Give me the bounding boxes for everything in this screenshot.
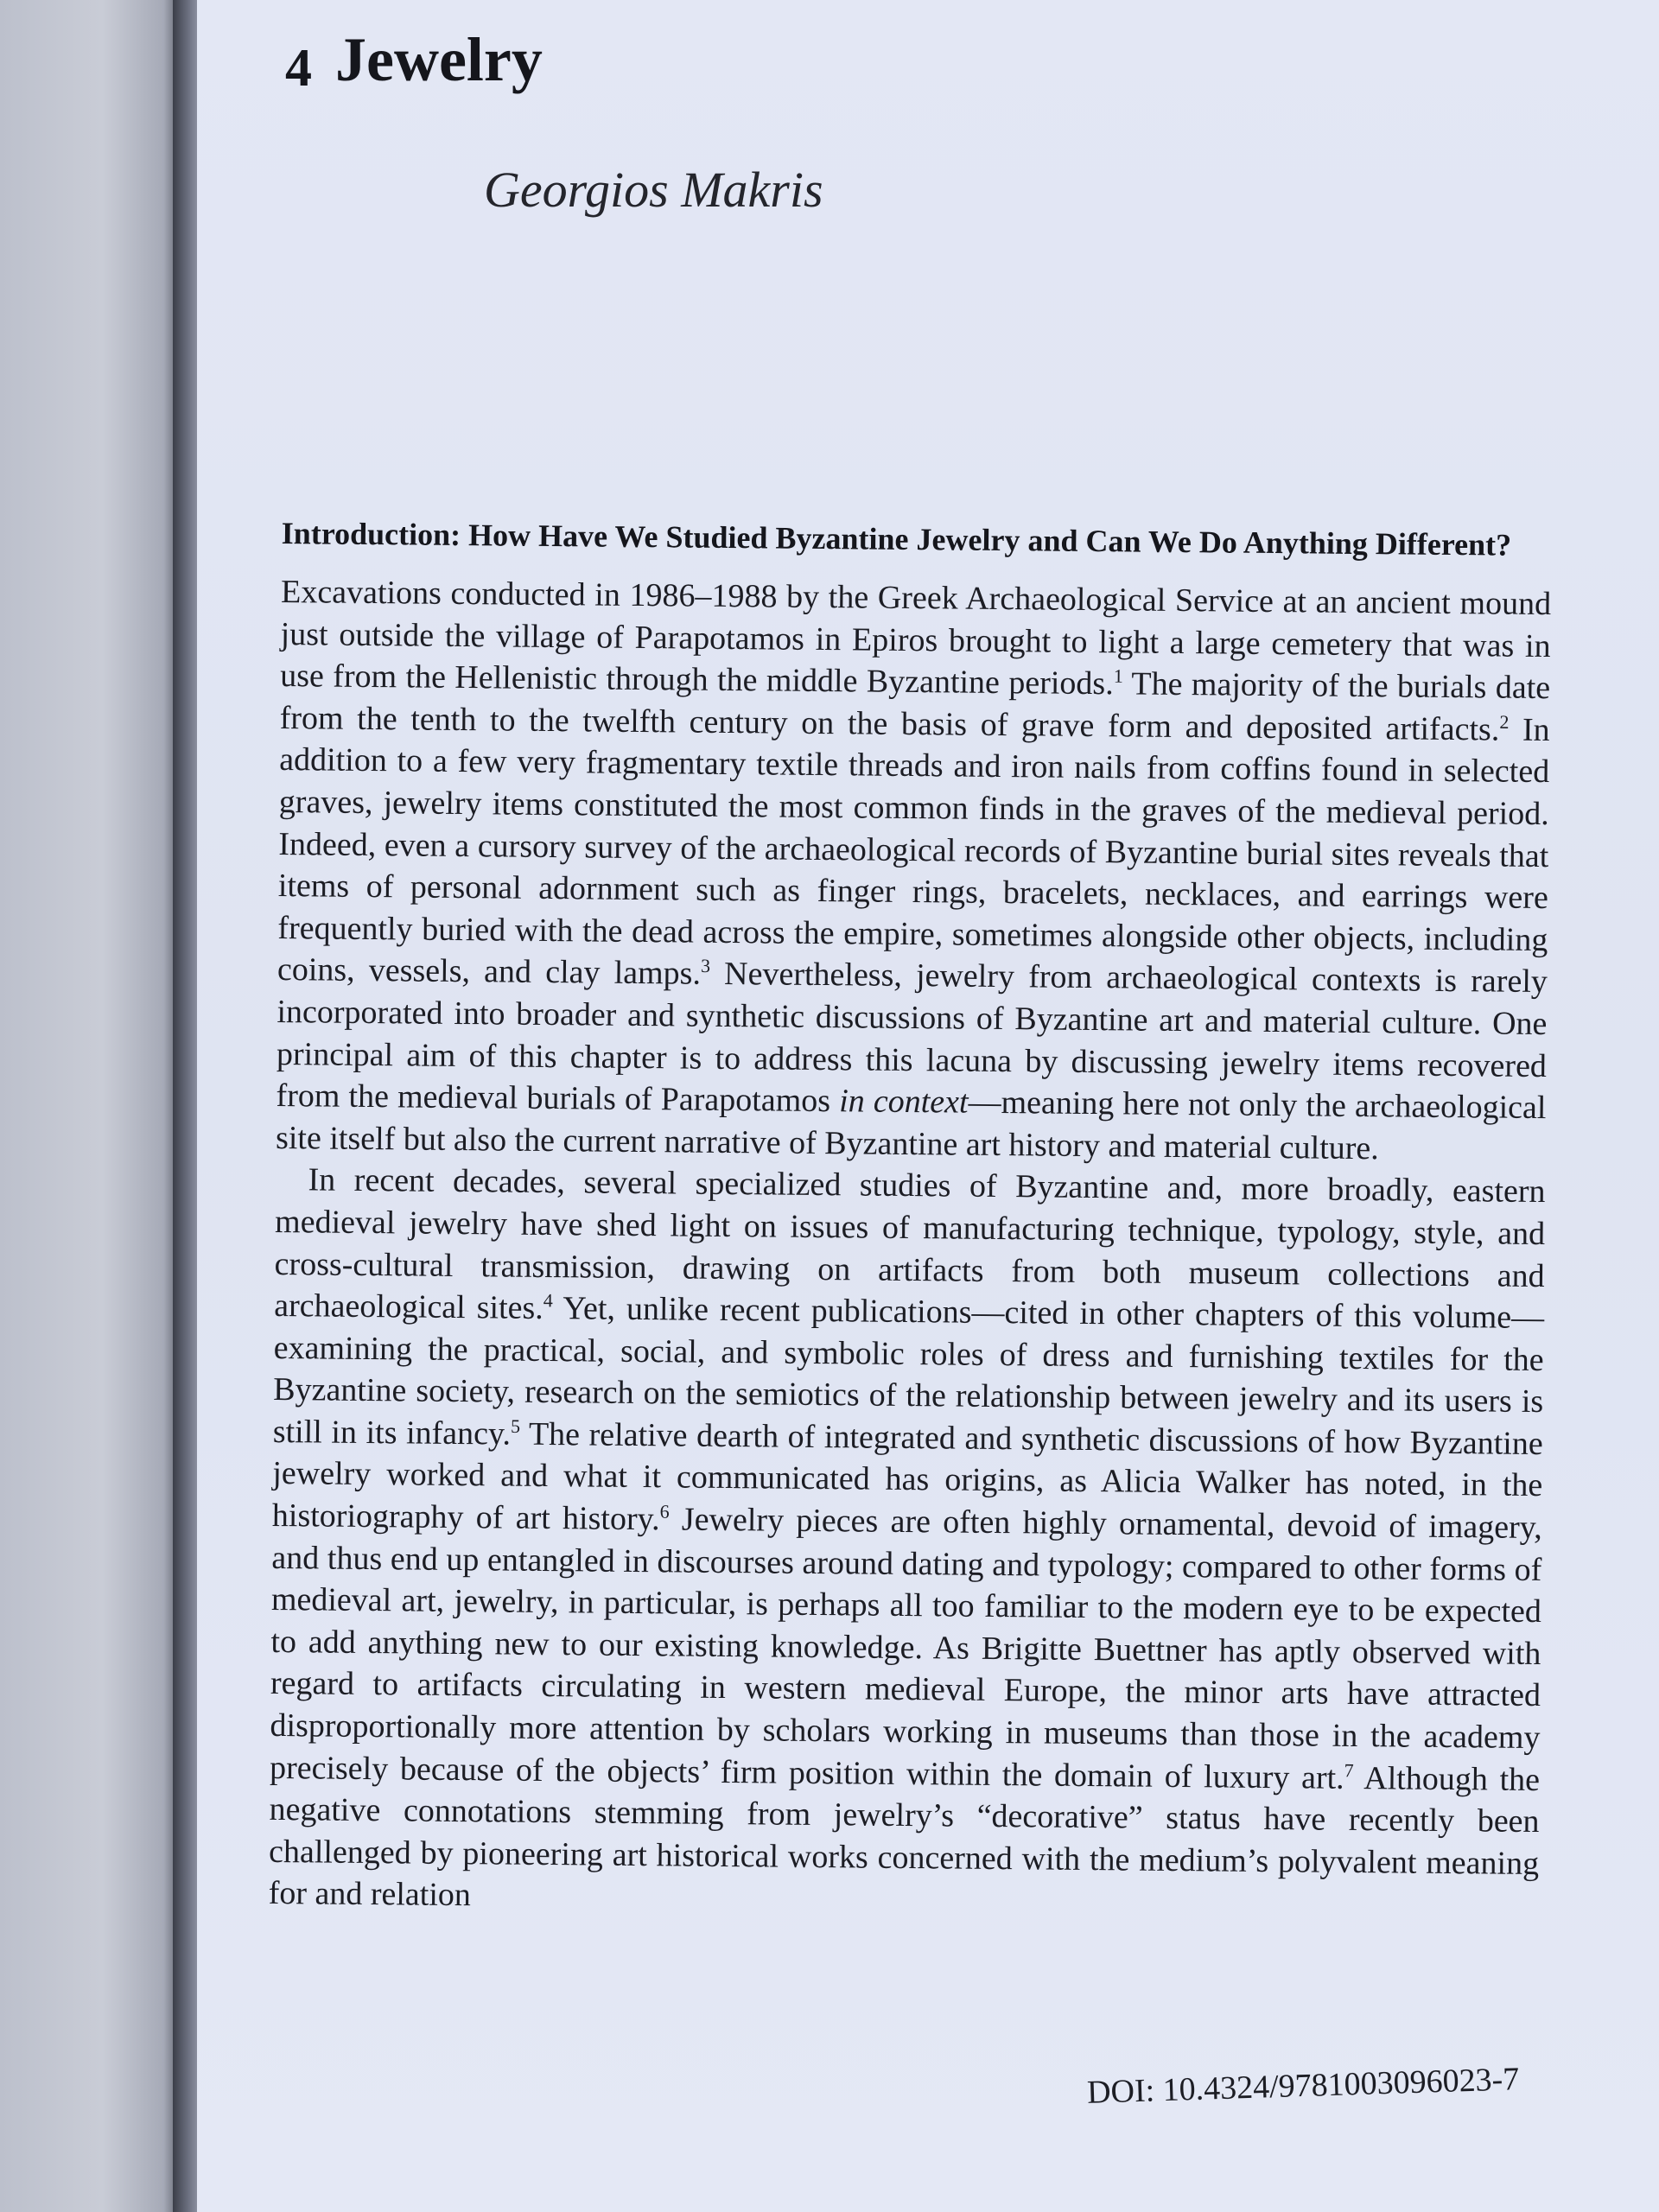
- footnote-ref[interactable]: 6: [659, 1500, 670, 1522]
- show-through-text: [311, 18, 1604, 588]
- footnote-ref[interactable]: 1: [1113, 664, 1123, 687]
- footnote-ref[interactable]: 3: [700, 955, 711, 977]
- footnote-ref[interactable]: 5: [511, 1414, 521, 1437]
- chapter-author: Georgios Makris: [484, 162, 823, 218]
- doi-footer: DOI: 10.4324/9781003096023-7: [1086, 2061, 1520, 2111]
- chapter-title: Jewelry: [335, 25, 543, 94]
- chapter-body: [268, 514, 1551, 1927]
- book-page: [197, 0, 1659, 2212]
- footnote-ref[interactable]: 2: [1499, 710, 1510, 733]
- paragraph-2: In recent decades, several specialized studies of Byzantine and, more broadly, eastern medieval jewelry have shed light on issues of manufacturing technique, typology, style, and cross-cultural transmission, drawing on artifacts from both museum collections and archaeological sites.$^4$ Yet, unlike recent publications—cited in other chapters of this volume—examining the practical, social, and symbolic roles of dress and furnishing textiles for the Byzantine society, research on the semiotics of the relationship between jewelry and its users is still in its infancy.$^5$ The relative dearth of integrated and synthetic discussions of how Byzantine jewelry worked and what it communicated has origins, as Alicia Walker has noted, in the historiography of art history.$^6$ Jewelry pieces are often highly ornamental, devoid of imagery, and thus end up entangled in discourses around dating and typology; compared to other forms of medieval art, jewelry, in particular, is perhaps all too familiar to the modern eye to be expected to add anything new to our existing knowledge. As Brigitte Buettner has aptly observed with regard to artifacts circulating in western medieval Europe, the minor arts have attracted disproportionally more attention by scholars working in museums than those in the academy precisely because of the objects’ firm position within the domain of luxury art.$^7$ Although the negative connotations stemming from jewelry’s “decorative” status have recently been challenged by pioneering art historical works concerned with the medium’s polyvalent meaning for and relation: [268, 1161, 1546, 1914]
- footnote-ref[interactable]: 4: [543, 1289, 553, 1312]
- section-heading: Introduction: How Have We Studied Byzantine Jewelry and Can We Do Anything Different?: [281, 515, 1512, 563]
- footnote-ref[interactable]: 7: [1344, 1758, 1354, 1781]
- left-page-edge: [0, 0, 186, 2212]
- chapter-number: 4: [285, 39, 312, 98]
- emphasis-in-context: in context: [838, 1083, 969, 1121]
- paragraph-1: Excavations conducted in 1986–1988 by the Greek Archaeological Service at an ancient mound just outside the village of Parapotamos in Epiros brought to light a large cemetery that was in use from the Hellenistic through the middle Byzantine periods.$^1$ The majority of the burials date from the tenth to the twelfth century on the basis of grave form and deposited artifacts.$^2$ In addition to a few very fragmentary textile threads and iron nails from coffins found in selected graves, jewelry items constituted the most common finds in the graves of the medieval period. Indeed, even a cursory survey of the archaeological records of Byzantine burial sites reveals that items of personal adornment such as finger rings, bracelets, necklaces, and earrings were frequently buried with the dead across the empire, sometimes alongside other objects, including coins, vessels, and clay lamps.$^3$ Nevertheless, jewelry from archaeological contexts is rarely incorporated into broader and synthetic discussions of Byzantine art and material culture. One principal aim of this chapter is to address this lacuna by discussing jewelry items recovered from the medieval burials of Parapotamos in context—meaning here not only the archaeological site itself but also the current narrative of Byzantine art history and material culture.: [275, 573, 1552, 1166]
